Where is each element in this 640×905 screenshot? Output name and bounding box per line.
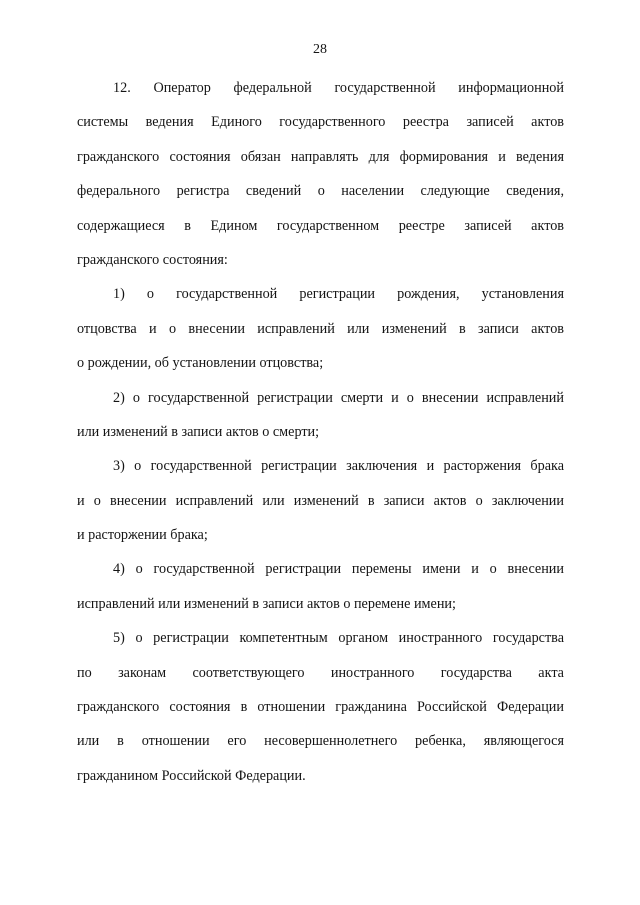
- item-2-line-1: 2) о государственной регистрации смерти и о внесении исправлений: [113, 389, 564, 406]
- paragraph-12-line-2: системы ведения Единого государственного реестра записей актов: [77, 114, 564, 131]
- page-number: 28: [313, 42, 327, 57]
- item-3-line-2: и о внесении исправлений или изменений в записи актов о заключении: [77, 492, 564, 509]
- item-5-line-2: по законам соответствующего иностранного государства акта: [77, 664, 564, 681]
- paragraph-12-line-3: гражданского состояния обязан направлять для формирования и ведения: [77, 148, 564, 165]
- item-1-line-2: отцовства и о внесении исправлений или изменений в записи актов: [77, 320, 564, 337]
- paragraph-12-line-6: гражданского состояния:: [77, 251, 228, 268]
- item-3-line-3: и расторжении брака;: [77, 527, 208, 544]
- paragraph-12-line-4: федерального регистра сведений о населении следующие сведения,: [77, 183, 564, 200]
- item-1-line-1: 1) о государственной регистрации рождения, установления: [113, 286, 564, 303]
- item-2-line-2: или изменений в записи актов о смерти;: [77, 423, 320, 440]
- item-5-line-1: 5) о регистрации компетентным органом иностранного государства: [113, 630, 564, 647]
- item-5-line-3: гражданского состояния в отношении гражданина Российской Федерации: [77, 699, 564, 716]
- item-5-line-4: или в отношении его несовершеннолетнего ребенка, являющегося: [77, 733, 564, 750]
- item-1-line-3: о рождении, об установлении отцовства;: [77, 355, 324, 372]
- document-body: [77, 71, 564, 793]
- paragraph-12-line-5: содержащиеся в Едином государственном реестре записей актов: [77, 217, 564, 234]
- item-5-line-5: гражданином Российской Федерации.: [77, 767, 306, 784]
- item-3-line-1: 3) о государственной регистрации заключения и расторжения брака: [113, 458, 564, 475]
- paragraph-12-line-1: 12. Оператор федеральной государственной информационной: [113, 80, 564, 96]
- item-4-line-2: исправлений или изменений в записи актов о перемене имени;: [77, 595, 456, 612]
- item-4-line-1: 4) о государственной регистрации перемены имени и о внесении: [113, 561, 564, 578]
